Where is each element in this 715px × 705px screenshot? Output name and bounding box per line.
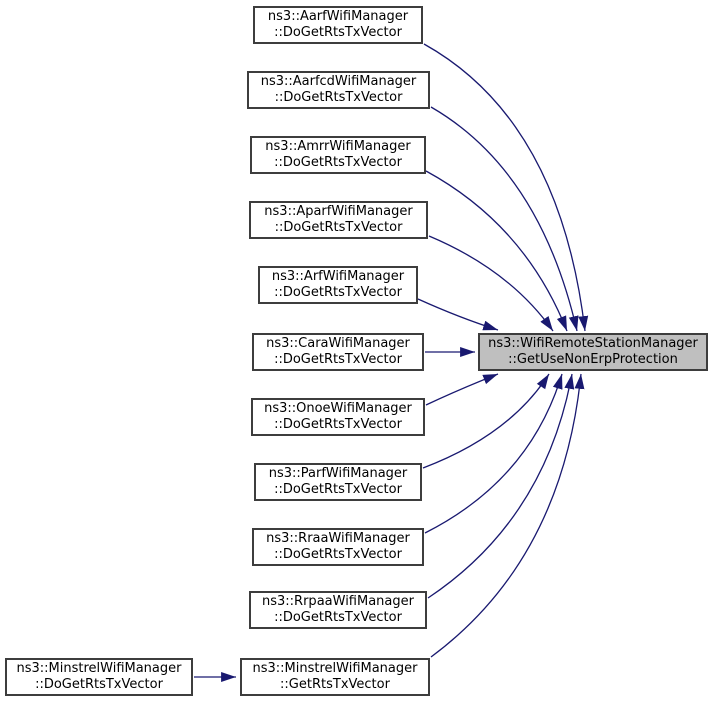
edge-parf-to-target — [423, 374, 549, 468]
node-label-line2: ::DoGetRtsTxVector — [274, 285, 402, 300]
node-rrpaa-dogetrtstxvector[interactable] — [249, 591, 427, 629]
node-label-line2: ::DoGetRtsTxVector — [274, 547, 402, 562]
node-label-line1: ns3::RrpaaWifiManager — [262, 594, 414, 609]
node-label-line1: ns3::AparfWifiManager — [264, 204, 413, 219]
node-label-line2: ::DoGetRtsTxVector — [274, 482, 402, 497]
node-amrr-dogetrtstxvector[interactable] — [250, 136, 426, 174]
node-label-line2: ::DoGetRtsTxVector — [274, 90, 403, 105]
edge-arf-to-target — [418, 299, 498, 330]
node-label-line1: ns3::ArfWifiManager — [271, 269, 405, 284]
edge-minstrel-get-to-target — [431, 374, 581, 657]
node-label-line1: ns3::WifiRemoteStationManager — [488, 336, 698, 351]
node-label-line2: ::DoGetRtsTxVector — [274, 155, 402, 170]
edge-aarf-to-target — [424, 44, 585, 331]
edge-amrr-to-target — [426, 171, 567, 331]
node-parf-dogetrtstxvector[interactable] — [254, 463, 422, 501]
node-label-line2: ::GetUseNonErpProtection — [508, 352, 678, 367]
node-label-line2: ::DoGetRtsTxVector — [274, 352, 402, 367]
node-label-line2: ::DoGetRtsTxVector — [274, 25, 402, 40]
node-label-line2: ::GetRtsTxVector — [280, 677, 390, 692]
edge-rraa-to-target — [425, 374, 562, 533]
node-aarf-dogetrtstxvector[interactable] — [253, 6, 423, 44]
node-aarfcd-dogetrtstxvector[interactable] — [247, 71, 430, 109]
node-label-line2: ::DoGetRtsTxVector — [274, 417, 402, 432]
node-getusenonerpprotection-target — [478, 333, 708, 371]
node-label-line1: ns3::AmrrWifiManager — [265, 139, 411, 154]
node-onoe-dogetrtstxvector[interactable] — [251, 398, 425, 436]
node-minstrel-getrtstxvector[interactable] — [240, 658, 430, 696]
node-label-line2: ::DoGetRtsTxVector — [274, 610, 402, 625]
edge-aarfcd-to-target — [431, 107, 577, 331]
edge-aparf-to-target — [429, 236, 553, 331]
edge-onoe-to-target — [426, 374, 498, 405]
node-arf-dogetrtstxvector[interactable] — [258, 266, 418, 304]
node-minstrel-dogetrtstxvector[interactable] — [5, 658, 193, 696]
node-label-line1: ns3::OnoeWifiManager — [264, 401, 412, 416]
node-label-line1: ns3::MinstrelWifiManager — [16, 661, 182, 676]
node-label-line1: ns3::RraaWifiManager — [266, 531, 410, 546]
node-cara-dogetrtstxvector[interactable] — [252, 333, 424, 371]
node-label-line2: ::DoGetRtsTxVector — [274, 220, 403, 235]
node-label-line1: ns3::MinstrelWifiManager — [252, 661, 418, 676]
edge-rrpaa-to-target — [428, 374, 572, 598]
node-label-line1: ns3::CaraWifiManager — [266, 336, 410, 351]
node-label-line1: ns3::AarfWifiManager — [267, 9, 409, 24]
node-rraa-dogetrtstxvector[interactable] — [252, 528, 424, 566]
node-label-line1: ns3::ParfWifiManager — [268, 466, 408, 481]
node-label-line2: ::DoGetRtsTxVector — [35, 677, 163, 692]
node-label-line1: ns3::AarfcdWifiManager — [260, 74, 417, 89]
node-aparf-dogetrtstxvector[interactable] — [249, 201, 428, 239]
